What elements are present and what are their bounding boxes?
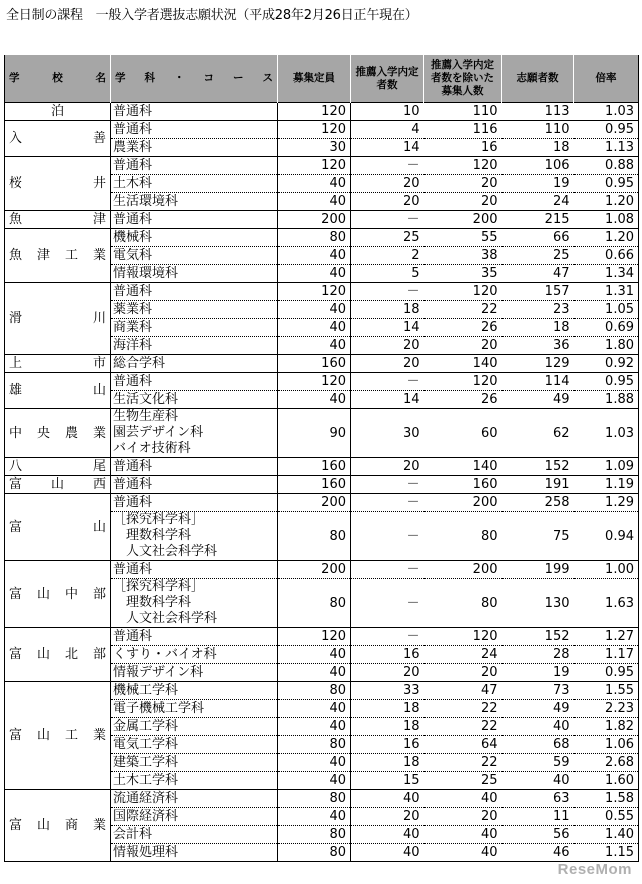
remaining-cell: 40 <box>424 790 502 808</box>
recommend-cell: 30 <box>351 409 424 458</box>
recommend-cell: 14 <box>351 391 424 409</box>
remaining-cell: 120 <box>424 157 502 175</box>
course-cell: 普通科 <box>111 283 278 301</box>
applicants-cell: 63 <box>502 790 574 808</box>
table-row <box>5 561 639 579</box>
capacity-cell: 200 <box>278 211 351 229</box>
header-ratio: 倍率 <box>574 55 639 103</box>
course-cell: 土木工学科 <box>111 772 278 790</box>
course-cell: 土木科 <box>111 175 278 193</box>
recommend-cell: 18 <box>351 301 424 319</box>
ratio-cell: 1.00 <box>574 561 639 579</box>
course-cell: 生物生産科 園芸デザイン科 バイオ技術科 <box>111 409 278 458</box>
ratio-cell: 1.20 <box>574 229 639 247</box>
recommend-cell: － <box>351 373 424 391</box>
remaining-cell: 20 <box>424 193 502 211</box>
ratio-cell: 0.66 <box>574 247 639 265</box>
course-cell: 情報処理科 <box>111 844 278 862</box>
remaining-cell: 22 <box>424 718 502 736</box>
remaining-cell: 24 <box>424 646 502 664</box>
ratio-cell: 0.95 <box>574 664 639 682</box>
applicants-cell: 258 <box>502 494 574 512</box>
applicants-cell: 130 <box>502 579 574 628</box>
table-row <box>5 494 639 512</box>
applicants-cell: 191 <box>502 476 574 494</box>
recommend-cell: 25 <box>351 229 424 247</box>
capacity-cell: 40 <box>278 337 351 355</box>
remaining-cell: 22 <box>424 700 502 718</box>
ratio-cell: 1.03 <box>574 103 639 121</box>
applicants-cell: 59 <box>502 754 574 772</box>
remaining-cell: 40 <box>424 844 502 862</box>
remaining-cell: 40 <box>424 826 502 844</box>
ratio-cell: 1.55 <box>574 682 639 700</box>
applicants-cell: 152 <box>502 458 574 476</box>
applicants-cell: 47 <box>502 265 574 283</box>
ratio-cell: 1.31 <box>574 283 639 301</box>
capacity-cell: 120 <box>278 103 351 121</box>
capacity-cell: 80 <box>278 790 351 808</box>
course-cell: 普通科 <box>111 103 278 121</box>
school-name-cell: 富山西 <box>5 476 111 494</box>
ratio-cell: 1.80 <box>574 337 639 355</box>
remaining-cell: 110 <box>424 103 502 121</box>
ratio-cell: 0.88 <box>574 157 639 175</box>
applicants-cell: 25 <box>502 247 574 265</box>
header-school: 学 校 名 <box>5 55 111 103</box>
course-cell: 普通科 <box>111 121 278 139</box>
recommend-cell: 16 <box>351 736 424 754</box>
table-row <box>5 229 639 247</box>
table-row <box>5 476 639 494</box>
course-cell: 国際経済科 <box>111 808 278 826</box>
recommend-cell: 33 <box>351 682 424 700</box>
course-cell: 総合学科 <box>111 355 278 373</box>
recommend-cell: － <box>351 476 424 494</box>
school-name-cell: 桜 井 <box>5 157 111 211</box>
remaining-cell: 140 <box>424 458 502 476</box>
remaining-cell: 80 <box>424 579 502 628</box>
ratio-cell: 0.55 <box>574 808 639 826</box>
table-row <box>5 682 639 700</box>
recommend-cell: 20 <box>351 337 424 355</box>
applicants-cell: 11 <box>502 808 574 826</box>
remaining-cell: 25 <box>424 772 502 790</box>
recommend-cell: － <box>351 579 424 628</box>
capacity-cell: 40 <box>278 646 351 664</box>
remaining-cell: 20 <box>424 337 502 355</box>
remaining-cell: 120 <box>424 283 502 301</box>
capacity-cell: 120 <box>278 121 351 139</box>
ratio-cell: 1.09 <box>574 458 639 476</box>
capacity-cell: 40 <box>278 664 351 682</box>
ratio-cell: 1.29 <box>574 494 639 512</box>
table-row <box>5 157 639 175</box>
school-name-cell: 上 市 <box>5 355 111 373</box>
course-cell: 流通経済科 <box>111 790 278 808</box>
capacity-cell: 80 <box>278 682 351 700</box>
header-course: 学 科 ・ コ ー ス <box>111 55 278 103</box>
remaining-cell: 20 <box>424 175 502 193</box>
school-name-cell: 雄 山 <box>5 373 111 409</box>
school-name-cell: 富山北部 <box>5 628 111 682</box>
remaining-cell: 38 <box>424 247 502 265</box>
recommend-cell: 10 <box>351 103 424 121</box>
ratio-cell: 1.82 <box>574 718 639 736</box>
capacity-cell: 40 <box>278 718 351 736</box>
remaining-cell: 26 <box>424 391 502 409</box>
remaining-cell: 200 <box>424 494 502 512</box>
course-cell: ［探究科学科］ 理数科学科 人文社会科学科 <box>111 512 278 561</box>
recommend-cell: 20 <box>351 355 424 373</box>
applicants-cell: 19 <box>502 175 574 193</box>
capacity-cell: 40 <box>278 391 351 409</box>
applicants-cell: 18 <box>502 139 574 157</box>
remaining-cell: 160 <box>424 476 502 494</box>
school-name-cell: 富山中部 <box>5 561 111 628</box>
ratio-cell: 1.27 <box>574 628 639 646</box>
course-cell: 金属工学科 <box>111 718 278 736</box>
ratio-cell: 1.06 <box>574 736 639 754</box>
capacity-cell: 80 <box>278 579 351 628</box>
applicants-cell: 62 <box>502 409 574 458</box>
recommend-cell: 5 <box>351 265 424 283</box>
recommend-cell: － <box>351 561 424 579</box>
ratio-cell: 1.34 <box>574 265 639 283</box>
applicants-cell: 75 <box>502 512 574 561</box>
table-row <box>5 458 639 476</box>
applicants-cell: 129 <box>502 355 574 373</box>
remaining-cell: 20 <box>424 664 502 682</box>
ratio-cell: 1.63 <box>574 579 639 628</box>
school-name-cell: 入 善 <box>5 121 111 157</box>
table-row <box>5 211 639 229</box>
recommend-cell: 14 <box>351 319 424 337</box>
applicants-cell: 36 <box>502 337 574 355</box>
school-name-cell: 魚 津 <box>5 211 111 229</box>
capacity-cell: 40 <box>278 772 351 790</box>
recommend-cell: 14 <box>351 139 424 157</box>
remaining-cell: 22 <box>424 301 502 319</box>
course-cell: 農業科 <box>111 139 278 157</box>
course-cell: 電気工学科 <box>111 736 278 754</box>
school-name-cell: 富山工業 <box>5 682 111 790</box>
course-cell: 海洋科 <box>111 337 278 355</box>
ratio-cell: 2.23 <box>574 700 639 718</box>
ratio-cell: 1.20 <box>574 193 639 211</box>
ratio-cell: 1.13 <box>574 139 639 157</box>
ratio-cell: 0.94 <box>574 512 639 561</box>
ratio-cell: 0.95 <box>574 121 639 139</box>
school-name-cell: 泊 <box>5 103 111 121</box>
remaining-cell: 26 <box>424 319 502 337</box>
recommend-cell: 40 <box>351 826 424 844</box>
recommend-cell: 40 <box>351 844 424 862</box>
capacity-cell: 200 <box>278 494 351 512</box>
ratio-cell: 0.92 <box>574 355 639 373</box>
applicants-cell: 110 <box>502 121 574 139</box>
applicants-cell: 215 <box>502 211 574 229</box>
course-cell: 普通科 <box>111 561 278 579</box>
remaining-cell: 80 <box>424 512 502 561</box>
capacity-cell: 120 <box>278 373 351 391</box>
remaining-cell: 116 <box>424 121 502 139</box>
school-name-cell: 八 尾 <box>5 458 111 476</box>
course-cell: 情報環境科 <box>111 265 278 283</box>
ratio-cell: 1.19 <box>574 476 639 494</box>
course-cell: 生活文化科 <box>111 391 278 409</box>
course-cell: 機械科 <box>111 229 278 247</box>
remaining-cell: 35 <box>424 265 502 283</box>
ratio-cell: 1.15 <box>574 844 639 862</box>
recommend-cell: － <box>351 512 424 561</box>
capacity-cell: 40 <box>278 175 351 193</box>
table-row <box>5 283 639 301</box>
table-row <box>5 355 639 373</box>
applicants-cell: 113 <box>502 103 574 121</box>
recommend-cell: 18 <box>351 700 424 718</box>
recommend-cell: － <box>351 211 424 229</box>
applicants-cell: 106 <box>502 157 574 175</box>
table-row <box>5 121 639 139</box>
course-cell: 機械工学科 <box>111 682 278 700</box>
page-title: 全日制の課程 一般入学者選抜志願状況（平成28年2月26日正午現在） <box>6 8 418 23</box>
applicants-cell: 24 <box>502 193 574 211</box>
remaining-cell: 55 <box>424 229 502 247</box>
remaining-cell: 140 <box>424 355 502 373</box>
applicants-cell: 73 <box>502 682 574 700</box>
capacity-cell: 80 <box>278 736 351 754</box>
course-cell: 普通科 <box>111 494 278 512</box>
remaining-cell: 64 <box>424 736 502 754</box>
course-cell: ［探究科学科］ 理数科学科 人文社会科学科 <box>111 579 278 628</box>
header-applicants: 志願者数 <box>502 55 574 103</box>
ratio-cell: 0.69 <box>574 319 639 337</box>
table-row <box>5 628 639 646</box>
applicants-cell: 49 <box>502 700 574 718</box>
course-cell: 普通科 <box>111 476 278 494</box>
course-cell: 普通科 <box>111 458 278 476</box>
table-row <box>5 103 639 121</box>
applicants-cell: 19 <box>502 664 574 682</box>
capacity-cell: 90 <box>278 409 351 458</box>
capacity-cell: 40 <box>278 319 351 337</box>
header-recommend: 推薦入学内定者数 <box>351 55 424 103</box>
course-cell: 情報デザイン科 <box>111 664 278 682</box>
course-cell: 電気科 <box>111 247 278 265</box>
remaining-cell: 120 <box>424 628 502 646</box>
applicants-cell: 49 <box>502 391 574 409</box>
applicants-cell: 157 <box>502 283 574 301</box>
ratio-cell: 0.95 <box>574 373 639 391</box>
applicants-cell: 40 <box>502 772 574 790</box>
capacity-cell: 40 <box>278 247 351 265</box>
capacity-cell: 120 <box>278 628 351 646</box>
course-cell: 薬業科 <box>111 301 278 319</box>
course-cell: 普通科 <box>111 211 278 229</box>
table-header-row <box>5 55 639 103</box>
recommend-cell: － <box>351 628 424 646</box>
capacity-cell: 160 <box>278 355 351 373</box>
recommend-cell: 20 <box>351 175 424 193</box>
recommend-cell: 16 <box>351 646 424 664</box>
capacity-cell: 160 <box>278 476 351 494</box>
recommend-cell: 2 <box>351 247 424 265</box>
capacity-cell: 80 <box>278 844 351 862</box>
capacity-cell: 160 <box>278 458 351 476</box>
recommend-cell: － <box>351 157 424 175</box>
recommend-cell: － <box>351 494 424 512</box>
table-body <box>5 103 639 862</box>
remaining-cell: 20 <box>424 808 502 826</box>
recommend-cell: 20 <box>351 458 424 476</box>
ratio-cell: 1.05 <box>574 301 639 319</box>
remaining-cell: 22 <box>424 754 502 772</box>
header-capacity: 募集定員 <box>278 55 351 103</box>
recommend-cell: 20 <box>351 664 424 682</box>
applicants-cell: 28 <box>502 646 574 664</box>
table-row <box>5 373 639 391</box>
school-name-cell: 中央農業 <box>5 409 111 458</box>
school-name-cell: 富 山 <box>5 494 111 561</box>
recommend-cell: 20 <box>351 808 424 826</box>
ratio-cell: 1.60 <box>574 772 639 790</box>
remaining-cell: 120 <box>424 373 502 391</box>
capacity-cell: 80 <box>278 826 351 844</box>
school-name-cell: 魚津工業 <box>5 229 111 283</box>
capacity-cell: 120 <box>278 283 351 301</box>
school-name-cell: 滑 川 <box>5 283 111 355</box>
header-remaining: 推薦入学内定者数を除いた募集人数 <box>424 55 502 103</box>
recommend-cell: 4 <box>351 121 424 139</box>
ratio-cell: 1.58 <box>574 790 639 808</box>
capacity-cell: 30 <box>278 139 351 157</box>
remaining-cell: 200 <box>424 561 502 579</box>
remaining-cell: 200 <box>424 211 502 229</box>
remaining-cell: 16 <box>424 139 502 157</box>
applicants-cell: 18 <box>502 319 574 337</box>
ratio-cell: 0.95 <box>574 175 639 193</box>
course-cell: 普通科 <box>111 628 278 646</box>
school-name-cell: 富山商業 <box>5 790 111 862</box>
recommend-cell: 18 <box>351 754 424 772</box>
recommend-cell: 40 <box>351 790 424 808</box>
course-cell: 普通科 <box>111 157 278 175</box>
recommend-cell: 18 <box>351 718 424 736</box>
course-cell: 建築工学科 <box>111 754 278 772</box>
capacity-cell: 80 <box>278 512 351 561</box>
ratio-cell: 2.68 <box>574 754 639 772</box>
applicants-cell: 46 <box>502 844 574 862</box>
capacity-cell: 40 <box>278 301 351 319</box>
applicants-cell: 23 <box>502 301 574 319</box>
ratio-cell: 1.88 <box>574 391 639 409</box>
course-cell: 生活環境科 <box>111 193 278 211</box>
ratio-cell: 1.03 <box>574 409 639 458</box>
ratio-cell: 1.40 <box>574 826 639 844</box>
capacity-cell: 40 <box>278 700 351 718</box>
table-row <box>5 409 639 458</box>
capacity-cell: 80 <box>278 229 351 247</box>
table-row <box>5 790 639 808</box>
capacity-cell: 120 <box>278 157 351 175</box>
ratio-cell: 1.08 <box>574 211 639 229</box>
remaining-cell: 60 <box>424 409 502 458</box>
course-cell: 普通科 <box>111 373 278 391</box>
course-cell: 会計科 <box>111 826 278 844</box>
capacity-cell: 40 <box>278 193 351 211</box>
capacity-cell: 200 <box>278 561 351 579</box>
capacity-cell: 40 <box>278 754 351 772</box>
applicants-cell: 56 <box>502 826 574 844</box>
applicants-cell: 40 <box>502 718 574 736</box>
application-status-table <box>4 55 639 862</box>
applicants-cell: 68 <box>502 736 574 754</box>
recommend-cell: 15 <box>351 772 424 790</box>
applicants-cell: 199 <box>502 561 574 579</box>
capacity-cell: 40 <box>278 808 351 826</box>
course-cell: くすり・バイオ科 <box>111 646 278 664</box>
applicants-cell: 152 <box>502 628 574 646</box>
applicants-cell: 66 <box>502 229 574 247</box>
recommend-cell: 20 <box>351 193 424 211</box>
remaining-cell: 47 <box>424 682 502 700</box>
course-cell: 電子機械工学科 <box>111 700 278 718</box>
course-cell: 商業科 <box>111 319 278 337</box>
watermark-logo: ReseMom <box>557 861 632 878</box>
applicants-cell: 114 <box>502 373 574 391</box>
capacity-cell: 40 <box>278 265 351 283</box>
ratio-cell: 1.17 <box>574 646 639 664</box>
recommend-cell: － <box>351 283 424 301</box>
